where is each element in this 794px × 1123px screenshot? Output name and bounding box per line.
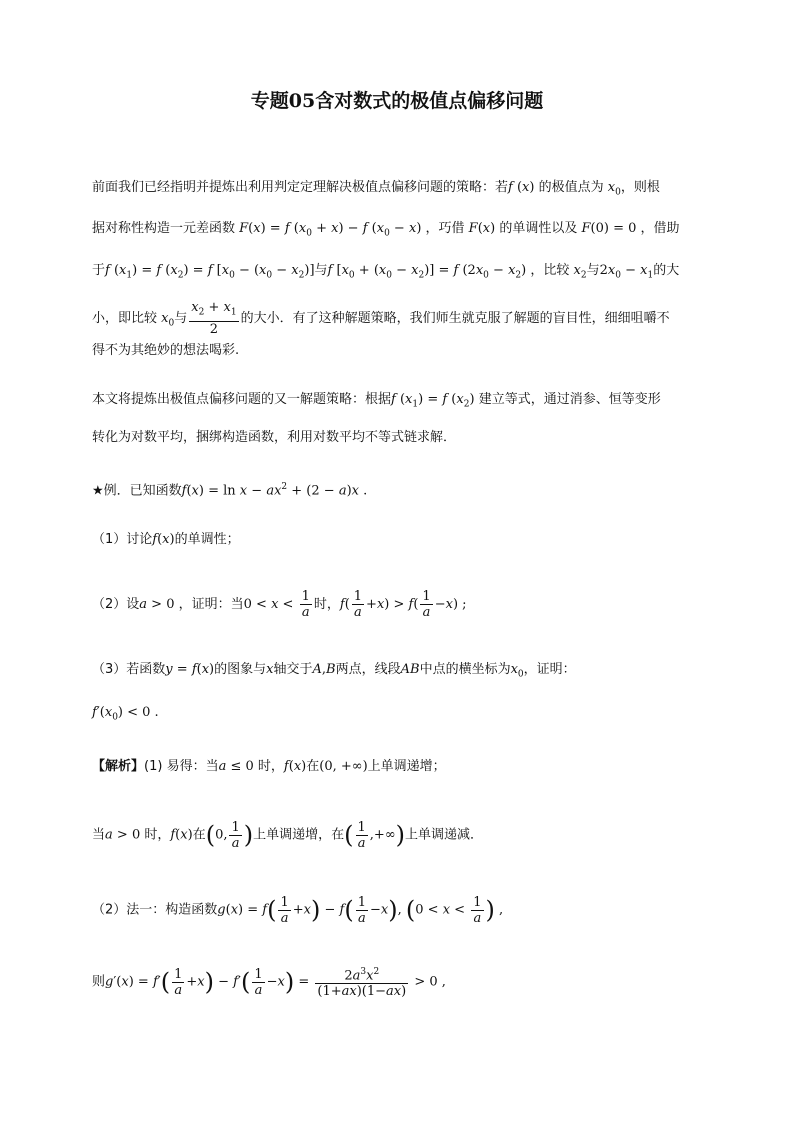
solution-line-2: 当a > 0 时，f(x)在(0, $\frac{1}{a}$ )上单调递增，在( $\frac{1}{a}$ ,+∞)上单调递减． xyxy=(92,819,484,851)
text: 在 xyxy=(192,827,206,843)
text: 的单调性； xyxy=(174,532,240,547)
intro-line-4: 小，即比较 $x_0$与 $\frac{x_2 + x_1}{2}$ 的大小．有了这种解题策略，我们师生就克服了解题的盲目性，细细咀嚼不 xyxy=(92,300,670,337)
text: 的极值点为 xyxy=(538,180,604,195)
fraction: $\frac{x_2 + x_1}{2}$ xyxy=(191,300,237,337)
solution-line-3: （2）法一：构造函数g(x) = f( $\frac{1}{a}$ +x) − f( $\frac{1}{a}$ −x), (0 < x < $\frac{1}{a}$ ) , xyxy=(92,894,504,926)
text: 时， xyxy=(144,827,171,843)
text: 据对称性构造一元差函数 xyxy=(92,221,236,236)
text: 于 xyxy=(92,263,106,278)
text: 两点，线段 xyxy=(335,662,401,677)
solution-tag: 【解析】 xyxy=(92,759,145,774)
intro-line-5: 得不为其绝妙的想法喝彩. xyxy=(92,343,240,358)
text: 上单调递减． xyxy=(405,827,484,843)
text: (1) 易得：当 xyxy=(144,759,219,774)
question-3-conclusion: $f'(x_0) < 0$ . xyxy=(92,705,159,723)
question-2: （2）设a > 0 ，证明：当0 < x < $\frac{1}{a}$ 时，f( $\frac{1}{a}$ +x) > f( $\frac{1}{a}$ −x) ; xyxy=(92,589,467,620)
text: 的大小．有了这种解题策略，我们师生就克服了解题的盲目性，细细咀嚼不 xyxy=(240,310,670,326)
page-title: 专题05含对数式的极值点偏移问题 xyxy=(250,90,544,112)
text: 建立等式，通过消参、恒等变形 xyxy=(478,392,661,407)
text: 与 xyxy=(314,263,328,278)
text: 的图象与 xyxy=(214,662,267,677)
solution-line-1: 【解析】(1) 易得：当a ≤ 0 时，f(x)在(0, +∞)上单调递增； xyxy=(92,759,446,774)
solution-line-4: 则g′(x) = f′( $\frac{1}{a}$ +x) − f′( $\frac{1}{a}$ −x) = $\frac{2a^3x^2}{(1+ax)(1-ax)}$ > 0 , xyxy=(92,966,446,1000)
text: 时， xyxy=(257,759,284,774)
text: 当 xyxy=(92,827,106,843)
intro-line-1: 前面我们已经指明并提炼出利用判定定理解决极值点偏移问题的策略：若f (x) 的极值点为 $x_0$，则根 xyxy=(92,180,660,198)
text: 小，即比较 xyxy=(92,310,158,326)
text: ，比较 xyxy=(530,263,570,278)
text: 则 xyxy=(92,974,106,990)
text: 上单调递增，在 xyxy=(253,827,345,843)
text: 与 xyxy=(586,263,600,278)
text: 中点的横坐标为 xyxy=(419,662,511,677)
intro-line-2: 据对称性构造一元差函数 F(x) = f $(x_0 + x) - f$ $(x_0 - x)$ ，巧借 F(x) 的单调性以及 F(0) = 0 ，借助 xyxy=(92,221,680,239)
p2-line-2: 转化为对数平均，捆绑构造函数，利用对数平均不等式链求解． xyxy=(92,430,457,445)
text: （1）讨论 xyxy=(92,532,153,547)
text: 在 xyxy=(306,759,320,774)
text: ★例．已知函数 xyxy=(92,483,182,499)
text: ，巧借 xyxy=(425,221,465,236)
text: （3）若函数 xyxy=(92,662,166,677)
text: 时， xyxy=(313,597,340,612)
text: ，证明： xyxy=(523,662,576,677)
text: ，证明：当 xyxy=(178,597,244,612)
text: ，借助 xyxy=(640,221,680,236)
example-statement: ★例．已知函数$f(x) = \ln x - ax^2 + (2 - a)x$ . xyxy=(92,482,368,499)
text: 轴交于 xyxy=(273,662,313,677)
text: ，则根 xyxy=(620,180,660,195)
text: 本文将提炼出极值点偏移问题的又一解题策略：根据 xyxy=(92,392,392,407)
intro-line-3: 于f $(x_1) = f$ $(x_2) = f$ $[x_0 - (x_0 - x_2)]$与f $[x_0 + (x_0 - x_2)] = f$ $(2x_0 - x_2)$ ，比较 $x_2$与$2x_0 - x_1$的大 xyxy=(92,263,680,281)
text: 的单调性以及 xyxy=(499,221,578,236)
text: （2）法一：构造函数 xyxy=(92,902,218,918)
question-1: （1）讨论f(x)的单调性； xyxy=(92,532,240,547)
text: 上单调递增； xyxy=(367,759,446,774)
text: 前面我们已经指明并提炼出利用判定定理解决极值点偏移问题的策略：若 xyxy=(92,180,509,195)
p2-line-1: 本文将提炼出极值点偏移问题的又一解题策略：根据f $(x_1) = f$ $(x_2)$ 建立等式，通过消参、恒等变形 xyxy=(92,392,661,410)
text: （2）设 xyxy=(92,597,140,612)
question-3: （3）若函数y = f(x)的图象与x轴交于A,B两点，线段AB中点的横坐标为$x_0$，证明： xyxy=(92,662,576,680)
text: 的大 xyxy=(653,263,680,278)
text: 与 xyxy=(174,310,188,326)
